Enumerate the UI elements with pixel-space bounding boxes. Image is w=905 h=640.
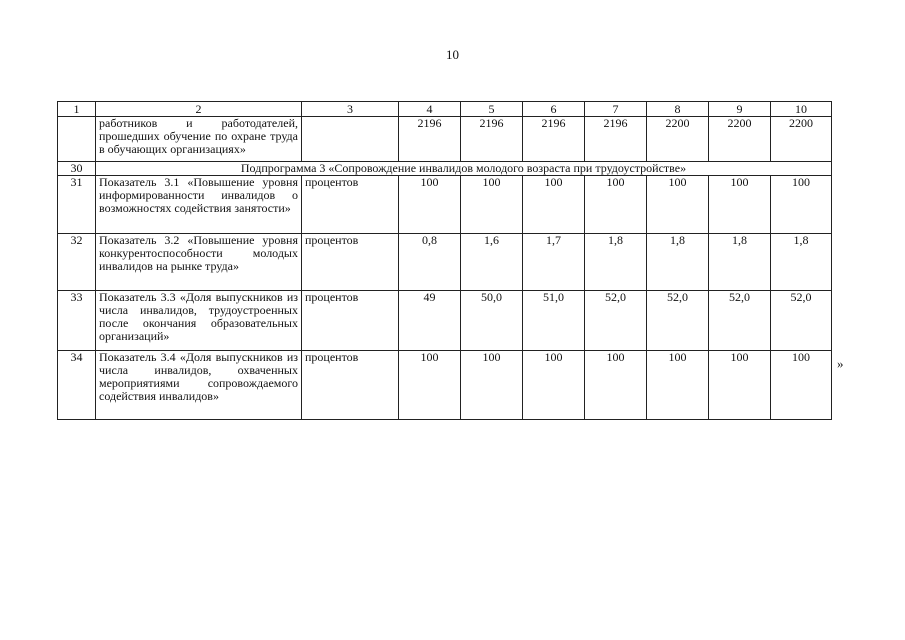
unit-cell: процентов — [302, 176, 399, 234]
column-header: 10 — [771, 102, 832, 117]
value-cell: 0,8 — [399, 234, 461, 291]
value-cell: 2200 — [771, 117, 832, 162]
column-header: 3 — [302, 102, 399, 117]
indicator-description: Показатель 3.1 «Повышение уровня информированности инвалидов о возможностях содействия занятости» — [96, 176, 302, 234]
table-row — [58, 234, 832, 291]
value-cell: 100 — [647, 176, 709, 234]
value-cell: 1,8 — [647, 234, 709, 291]
value-cell: 100 — [585, 351, 647, 420]
value-cell: 1,7 — [523, 234, 585, 291]
subprogram-title: Подпрограмма 3 «Сопровождение инвалидов молодого возраста при трудоустройстве» — [96, 162, 832, 176]
value-cell: 52,0 — [647, 291, 709, 351]
value-cell: 52,0 — [585, 291, 647, 351]
column-header: 2 — [96, 102, 302, 117]
value-cell: 2196 — [523, 117, 585, 162]
value-cell: 100 — [647, 351, 709, 420]
value-cell: 100 — [461, 176, 523, 234]
value-cell: 100 — [771, 351, 832, 420]
table-row — [58, 117, 832, 162]
value-cell: 52,0 — [709, 291, 771, 351]
table-row — [58, 176, 832, 234]
value-cell: 100 — [399, 176, 461, 234]
value-cell: 100 — [585, 176, 647, 234]
value-cell: 2200 — [647, 117, 709, 162]
column-header: 5 — [461, 102, 523, 117]
row-index: 34 — [58, 351, 96, 420]
unit-cell: процентов — [302, 291, 399, 351]
closing-quote: » — [837, 356, 844, 371]
column-header: 7 — [585, 102, 647, 117]
indicator-description: работников и работодателей, прошедших обучение по охране труда в обучающих организациях» — [96, 117, 302, 162]
column-header: 1 — [58, 102, 96, 117]
value-cell: 49 — [399, 291, 461, 351]
value-cell: 50,0 — [461, 291, 523, 351]
value-cell: 100 — [709, 176, 771, 234]
page-number: 10 — [446, 47, 459, 62]
indicator-description: Показатель 3.2 «Повышение уровня конкурентоспособности молодых инвалидов на рынке труда» — [96, 234, 302, 291]
column-header: 6 — [523, 102, 585, 117]
value-cell: 100 — [399, 351, 461, 420]
value-cell: 51,0 — [523, 291, 585, 351]
value-cell: 2196 — [399, 117, 461, 162]
value-cell: 1,8 — [585, 234, 647, 291]
column-header: 9 — [709, 102, 771, 117]
table-row — [58, 351, 832, 420]
value-cell: 52,0 — [771, 291, 832, 351]
column-header: 8 — [647, 102, 709, 117]
value-cell: 2200 — [709, 117, 771, 162]
row-index — [58, 117, 96, 162]
value-cell: 2196 — [461, 117, 523, 162]
value-cell: 100 — [709, 351, 771, 420]
row-index: 30 — [58, 162, 96, 176]
table-row — [58, 291, 832, 351]
subprogram-row — [58, 162, 832, 176]
value-cell: 100 — [461, 351, 523, 420]
value-cell: 100 — [523, 176, 585, 234]
value-cell: 1,8 — [771, 234, 832, 291]
value-cell: 100 — [523, 351, 585, 420]
indicator-description: Показатель 3.4 «Доля выпускников из числа инвалидов, охваченных мероприятиями сопровождаемого содействия инвалидов» — [96, 351, 302, 420]
table-header-row — [58, 102, 832, 117]
row-index: 32 — [58, 234, 96, 291]
indicators-table — [57, 101, 832, 420]
value-cell: 1,6 — [461, 234, 523, 291]
unit-cell — [302, 117, 399, 162]
value-cell: 1,8 — [709, 234, 771, 291]
unit-cell: процентов — [302, 234, 399, 291]
row-index: 33 — [58, 291, 96, 351]
indicator-description: Показатель 3.3 «Доля выпускников из числа инвалидов, трудоустроенных после окончания образовательных организаций» — [96, 291, 302, 351]
value-cell: 2196 — [585, 117, 647, 162]
unit-cell: процентов — [302, 351, 399, 420]
row-index: 31 — [58, 176, 96, 234]
column-header: 4 — [399, 102, 461, 117]
value-cell: 100 — [771, 176, 832, 234]
